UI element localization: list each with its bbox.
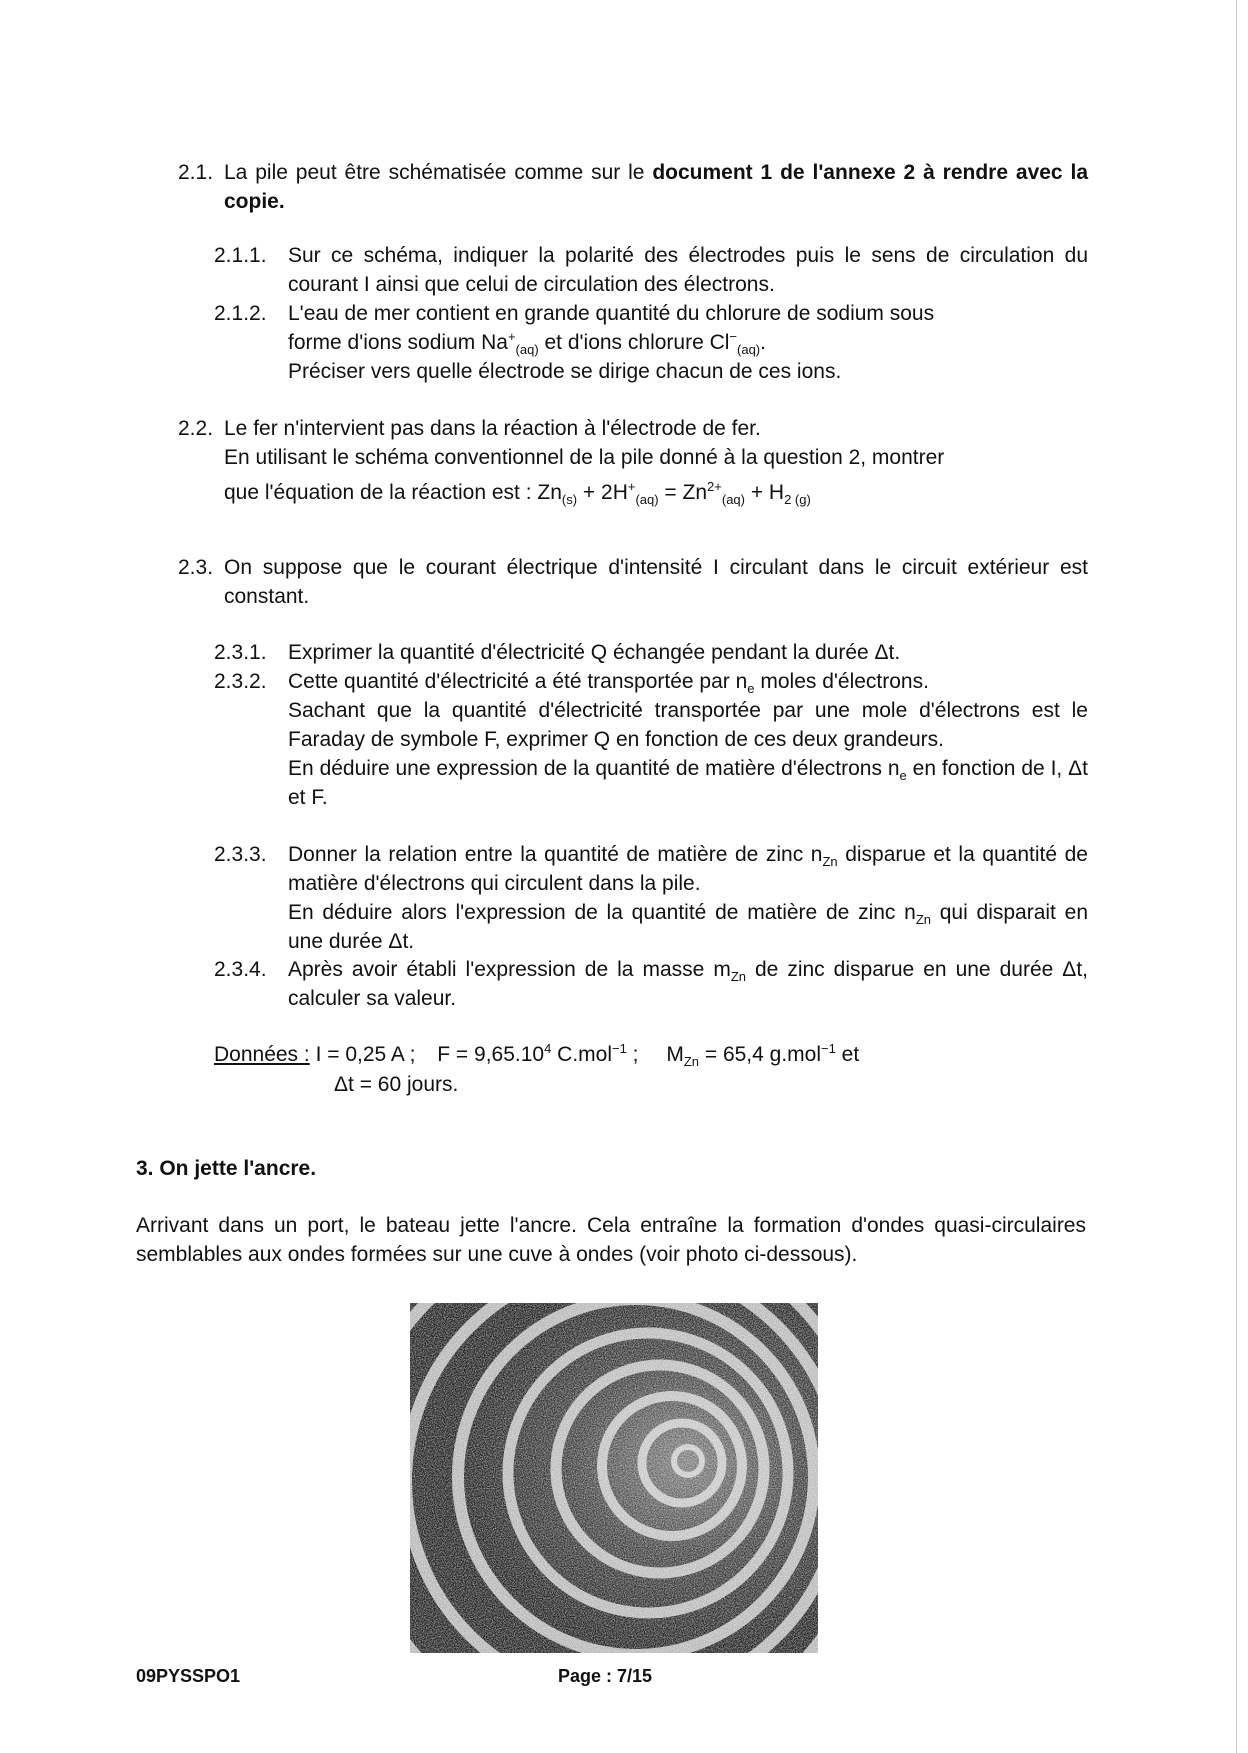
page-number: Page : 7/15 [558,1666,653,1686]
reaction-equation: que l'équation de la réaction est : $Zn_{(s)} + 2H^+_{(aq)} = Zn^{2+}_{(aq)} + H_{2 (g)}$ [224,479,811,508]
question-number: 2.1. [178,161,214,184]
question-number: 2.2. [178,417,214,440]
question-number: 2.3.4. [214,958,267,981]
question-2-3 [178,553,1088,611]
question-2-1-2: 2.1.2. L'eau de mer contient en grande quantité du chlorure de sodium sous forme d'ions sodium $Na^+_{(aq)}$ et d'ions chlorure $Cl^-_{(aq)}$. Préciser vers quelle électrode se dirige chacun de ces ions. [214,299,1088,386]
question-number: 2.3.1. [214,641,267,664]
question-2-3-3: 2.3.3. Donner la relation entre la quantité de matière de zinc $n_{Zn}$ disparue et la quantité de matière d'électrons qui circulent dans la pile. En déduire alors l'expression de la quantité de matière de zinc $n_{Zn}$ qui disparait en une durée Δt. [214,840,1088,956]
wave-tank-photo [410,1303,818,1653]
question-number: 2.3. [178,556,214,579]
scan-margin-line [1236,0,1237,1753]
question-text-bold: document 1 de l'annexe 2 à rendre avec la copie. [224,161,1088,213]
question-text: Exprimer la quantité d'électricité Q échangée pendant la durée Δt. [288,641,901,664]
data-values: Données : I = 0,25 A ; $F = 9,65.10^4$ C.mol$^{-1}$ ; $M_{Zn} = 65,4$ g.mol$^{-1}$ et [214,1041,860,1070]
question-text: L'eau de mer contient en grande quantité du chlorure de sodium sous [288,302,935,325]
question-2-3-2: 2.3.2. Cette quantité d'électricité a été transportée par $n_e$ moles d'électrons. Sachant que la quantité d'électricité transportée par une mole d'électrons est le Faraday de symbole F, exprimer Q en fonction de ces deux grandeurs. En déduire une expression de la quantité de matière d'électrons $n_e$ en fonction de I, Δt et F. [214,667,1088,812]
question-2-1 [178,158,1088,216]
question-number: 2.3.3. [214,843,267,866]
section-text: Arrivant dans un port, le bateau jette l'ancre. Cela entraîne la formation d'ondes quasi-circulaires semblables aux ondes formées sur une cuve à ondes (voir photo ci-dessous). [136,1214,1086,1266]
document-code: 09PYSSPO1 [136,1666,241,1686]
question-2-2: 2.2. Le fer n'intervient pas dans la réaction à l'électrode de fer. En utilisant le schéma conventionnel de la pile donné à la question 2, montrer que l'équation de la réaction est : $Zn_{(s)} + 2H^+_{(aq)} = Zn^{2+}_{(aq)} + H_{2 (g)}$ [178,414,1088,507]
question-2-3-4: 2.3.4. Après avoir établi l'expression de la masse $m_{Zn}$ de zinc disparue en une durée Δt, calculer sa valeur. [214,955,1088,1013]
question-text: On suppose que le courant électrique d'intensité I circulant dans le circuit extérieur est constant. [224,556,1088,608]
data-duration: Δt = 60 jours. [334,1073,459,1096]
question-text: Sur ce schéma, indiquer la polarité des électrodes puis le sens de circulation du courant I ainsi que celui de circulation des électrons. [288,244,1088,296]
question-2-3-1 [214,638,1088,667]
question-text: La pile peut être schématisée comme sur le [224,161,653,184]
wave-rings-image [410,1303,818,1653]
question-number: 2.1.1. [214,244,267,267]
data-label: Données : [214,1043,310,1066]
section-title: 3. On jette l'ancre. [136,1157,317,1180]
question-number: 2.3.2. [214,670,267,693]
question-2-1-1 [214,241,1088,299]
question-number: 2.1.2. [214,302,267,325]
